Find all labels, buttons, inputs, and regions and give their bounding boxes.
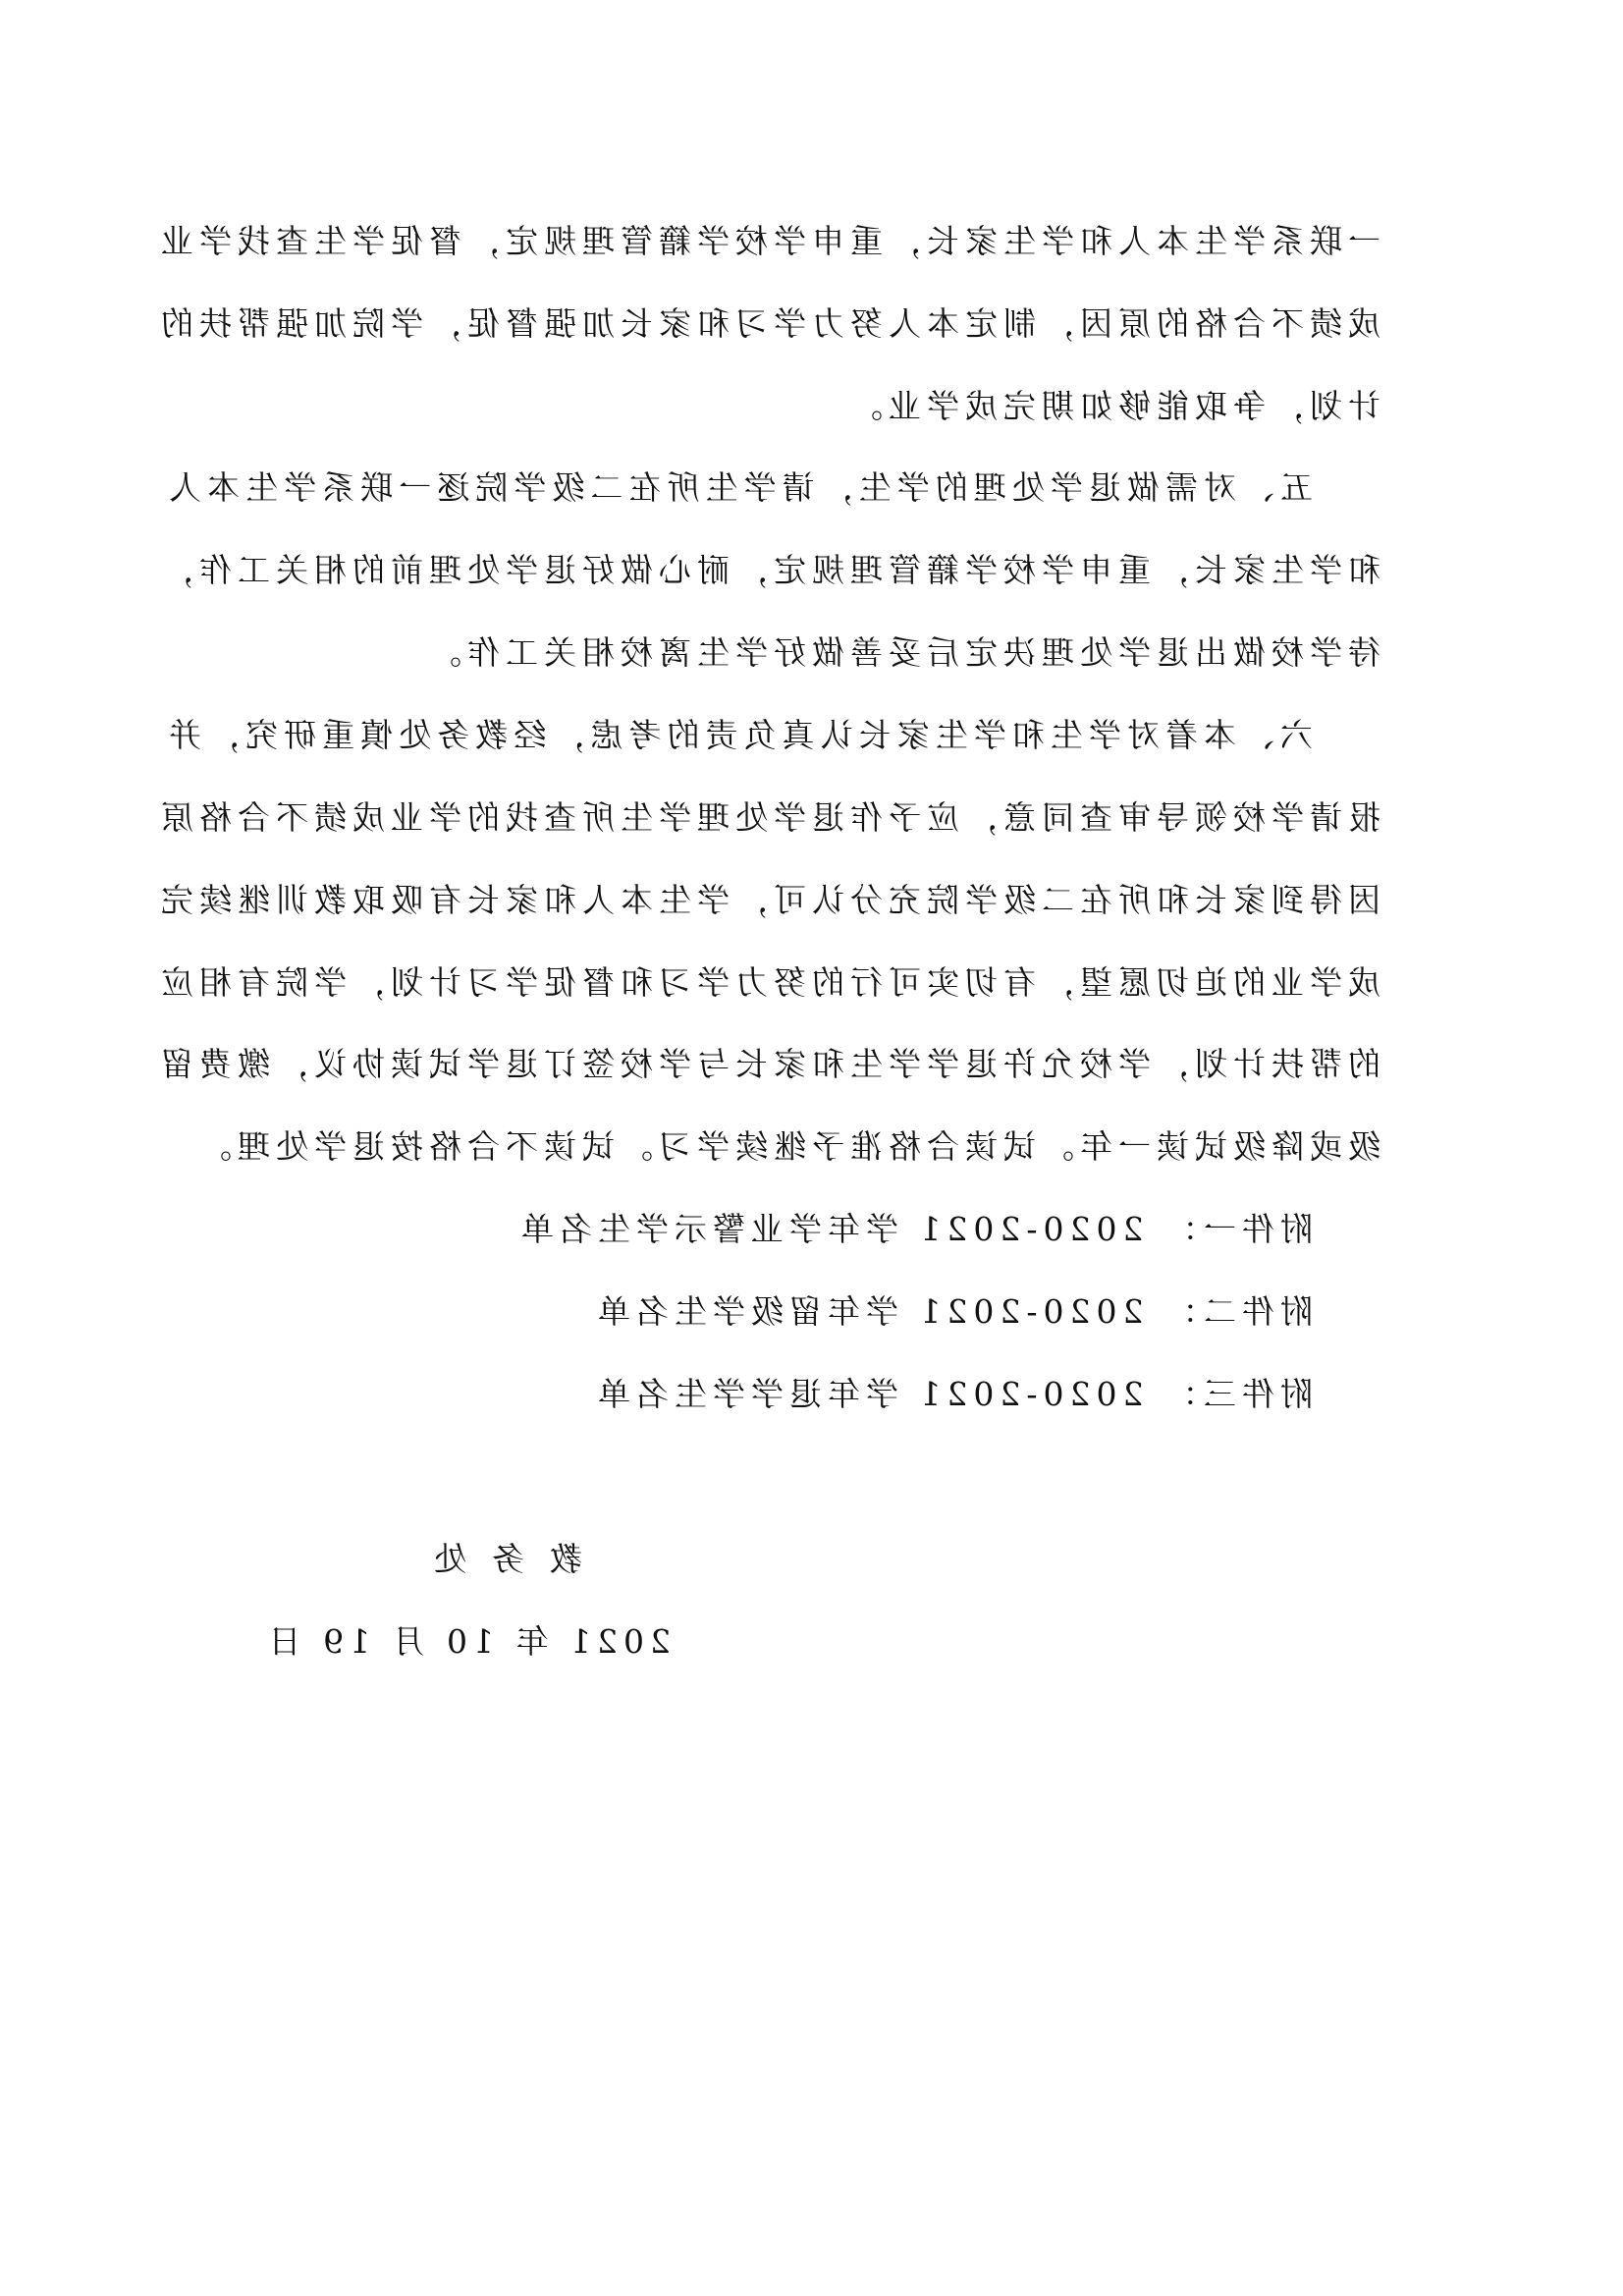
paragraph-5-line-2: 和学生家长，重申学校学籍管理规定，耐心做好退学处理前的相关工作， [155,551,1380,589]
paragraph-4-line-2: 成绩不合格的原因，制定本人努力学习和家长加强督促，学院加强帮扶的 [155,304,1380,343]
attachment-3: 附件三： 2020-2021 学年退学学生名单 [591,1375,1313,1413]
issuing-office: 教务处 [408,1540,582,1578]
attachment-2: 附件二： 2020-2021 学年留级学生名单 [591,1292,1313,1331]
paragraph-6-line-2: 报请学校领导审查同意，应予作退学处理学生所查找的学业成绩不合格原 [155,798,1380,837]
paragraph-5-line-1: 五、对需做退学处理的学生，请学生所在二级学院逐一联系学生本人 [163,468,1313,507]
paragraph-4-line-3: 计划，争取能够如期完成学业。 [844,387,1380,425]
paragraph-5-line-3: 待学校做出退学处理决定后妥善做好学生离校相关工作。 [423,633,1380,672]
paragraph-6-line-4: 成学业的迫切愿望，有切实可行的努力学习和督促学习计划，学院有相应 [155,963,1380,1002]
paragraph-6-line-5: 的帮扶计划，学校允许退学学生和家长与学校签订退学试读协议，缴费留 [155,1045,1380,1083]
paragraph-6-line-6: 级或降级试读一年。试读合格准予继续学习。试读不合格按退学处理。 [193,1127,1380,1166]
attachment-1: 附件一： 2020-2021 学年学业警示学生名单 [514,1210,1313,1248]
issue-date: 2021 年 10 月 19 日 [262,1622,671,1661]
paragraph-6-line-3: 因得到家长和所在二级学院充分认可，学生本人和家长有吸取教训继续完 [155,881,1380,919]
paragraph-6-line-1: 六、本着对学生和学生家长认真负责的考虑，经教务处慎重研究，并 [163,716,1313,754]
paragraph-4-line-1: 一联系学生本人和学生家长，重申学校学籍管理规定，督促学生查找学业 [155,222,1380,260]
